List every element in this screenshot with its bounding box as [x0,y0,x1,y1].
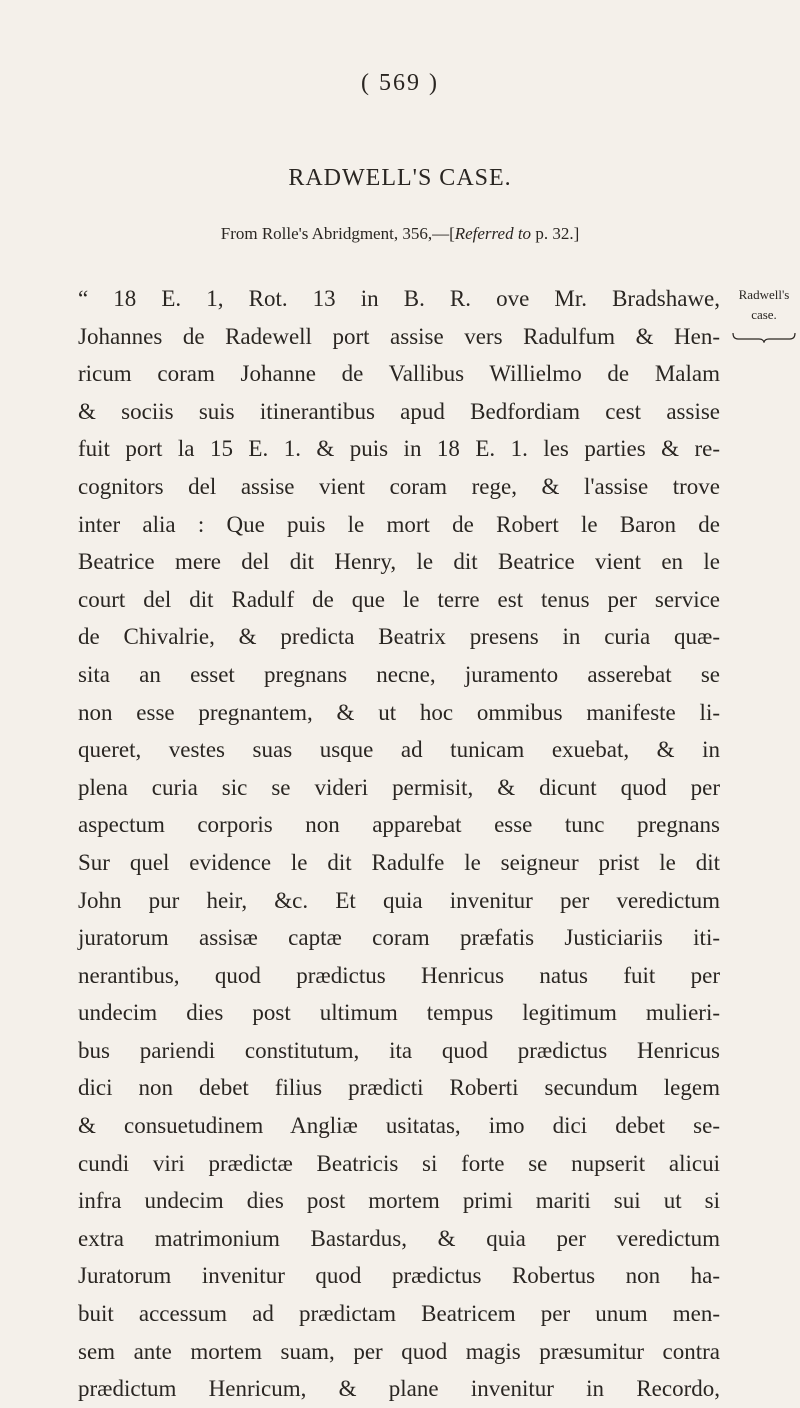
text-line: Sur quel evidence le dit Radulfe le seigneur prist le dit [78,849,720,875]
text-line: de Chivalrie, & predicta Beatrix presens in curia quæ- [78,624,720,650]
text-line: buit accessum ad prædictam Beatricem per unum men- [78,1301,720,1327]
text-line: extra matrimonium Bastardus, & quia per veredictum [78,1225,720,1251]
text-line: infra undecim dies post mortem primi mariti sui ut si [78,1188,720,1214]
text-line: “ 18 E. 1, Rot. 13 in B. R. ove Mr. Bradshawe, [78,286,720,311]
text-line: queret, vestes suas usque ad tunicam exuebat, & in [78,737,720,763]
text-line: dici non debet filius prædicti Roberti secundum legem [78,1075,720,1101]
text-line: cognitors del assise vient coram rege, & l'assise trove [78,473,720,499]
text-line: plena curia sic se videri permisit, & dicunt quod per [78,774,720,800]
case-title: RADWELL'S CASE. [288,165,512,191]
text-line: cundi viri prædictæ Beatricis si forte se nupserit alicui [78,1150,720,1176]
text-line: Juratorum invenitur quod prædictus Robertus non ha- [78,1263,720,1289]
text-line: sita an esset pregnans necne, juramento asserebat se [78,661,720,687]
text-line: juratorum assisæ captæ coram præfatis Justiciariis iti- [78,925,720,951]
text-line: nerantibus, quod prædictus Henricus natus fuit per [78,962,720,988]
text-line: undecim dies post ultimum tempus legitimum mulieri- [78,1000,720,1026]
margin-brace-icon [732,331,796,343]
text-line: & consuetudinem Angliæ usitatas, imo dici debet se- [78,1113,720,1139]
body-text [78,280,720,1408]
margin-note [730,285,798,325]
text-line: inter alia : Que puis le mort de Robert le Baron de [78,511,720,537]
text-line: bus pariendi constitutum, ita quod prædictus Henricus [78,1037,720,1063]
text-line: fuit port la 15 E. 1. & puis in 18 E. 1. les parties & re- [78,436,720,462]
source-suffix: p. 32.] [531,224,580,243]
text-line: Johannes de Radewell port assise vers Radulfum & Hen- [78,323,720,349]
text-line: court del dit Radulf de que le terre est tenus per service [78,586,720,612]
source-reference: Referred to [454,224,532,243]
text-line: sem ante mortem suam, per quod magis præsumitur contra [78,1338,720,1364]
page-number: ( 569 ) [361,70,439,96]
text-line: & sociis suis itinerantibus apud Bedfordiam cest assise [78,398,720,424]
text-line: John pur heir, &c. Et quia invenitur per veredictum [78,887,720,913]
text-line: aspectum corporis non apparebat esse tunc pregnans [78,812,720,838]
text-line: Beatrice mere del dit Henry, le dit Beatrice vient en le [78,549,720,575]
text-line: ricum coram Johanne de Vallibus Willielmo de Malam [78,361,720,387]
text-line: non esse pregnantem, & ut hoc ommibus manifeste li- [78,699,720,725]
margin-note-line-1: Radwell's [738,287,790,302]
source-prefix: From Rolle's Abridgment, 356,—[ [220,224,455,243]
source-citation [0,224,800,244]
margin-note-line-2: case. [751,307,777,322]
text-line: prædictum Henricum, & plane invenitur in Recordo, [78,1376,720,1402]
